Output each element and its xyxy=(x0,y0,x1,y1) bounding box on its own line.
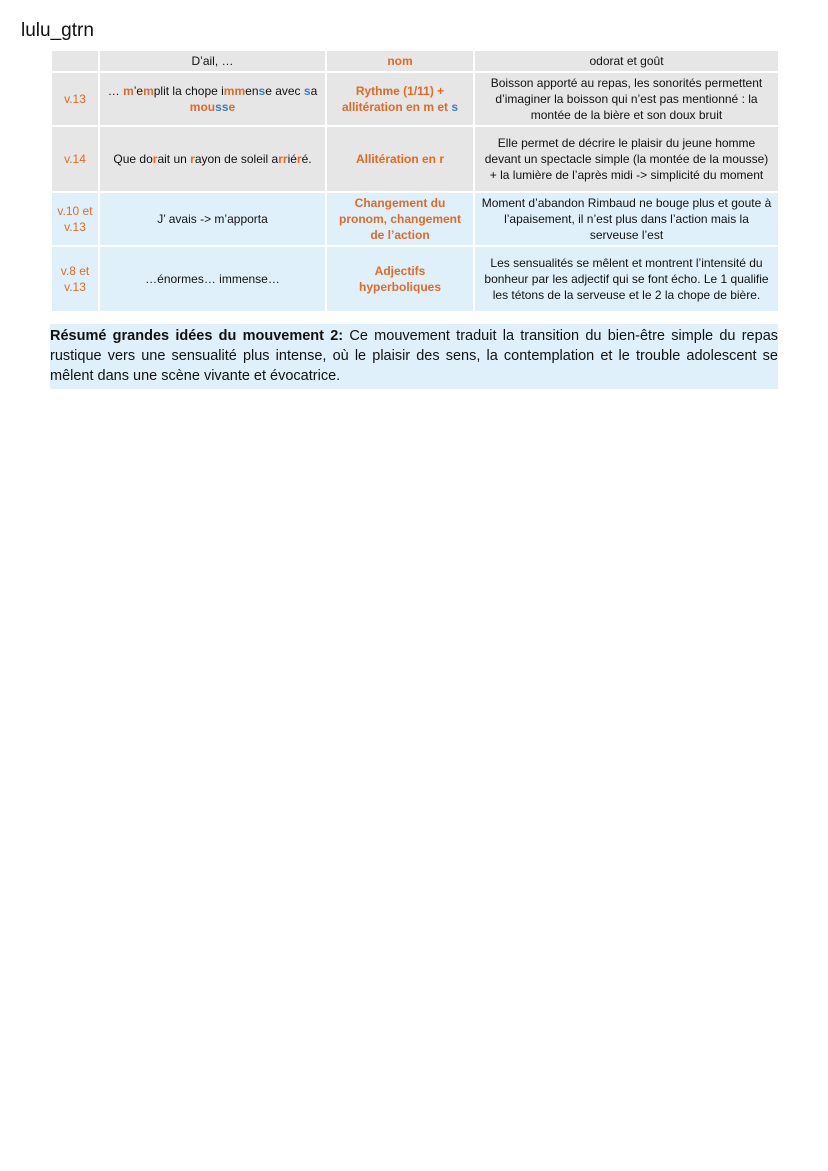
verse-ref xyxy=(51,50,99,72)
quote-fragment: é. xyxy=(301,152,312,166)
table-row xyxy=(51,192,779,246)
quote-fragment: r xyxy=(152,152,158,166)
quote-cell xyxy=(99,50,326,72)
summary-text: Ce mouvement traduit la transition du bien-être simple du repas rustique vers une sensualité plus intense, où le plaisir des sens, la contemplation et le trouble adolescent se mêlent dans une scène vivante et évocatrice. xyxy=(50,328,779,384)
quote-fragment: m xyxy=(143,84,154,98)
verse-ref: v.13 xyxy=(51,72,99,126)
quote-fragment: D’ail, … xyxy=(191,54,234,68)
quote-fragment: … xyxy=(107,84,124,98)
procede-cell: Changement du pronom, changement de l’action xyxy=(326,192,474,246)
procede-cell: Allitération en r xyxy=(326,126,474,192)
quote-fragment: e avec xyxy=(265,84,304,98)
summary-lead: Résumé grandes idées du mouvement 2: xyxy=(50,328,344,344)
table-row xyxy=(51,72,779,126)
quote-cell xyxy=(99,126,326,192)
quote-fragment: s xyxy=(258,84,266,98)
interpretation-cell: Boisson apporté au repas, les sonorités permettent d’imaginer la boisson qui n’est pas mentionné : la montée de la bière et son doux bruit xyxy=(474,72,779,126)
quote-fragment: rr xyxy=(278,152,288,166)
quote-fragment: mou xyxy=(189,100,216,114)
quote-fragment: a xyxy=(310,84,318,98)
procede-cell xyxy=(326,72,474,126)
quote-cell xyxy=(99,246,326,312)
quote-fragment: …énormes… immense… xyxy=(145,272,280,286)
summary-block xyxy=(50,324,778,389)
quote-fragment: ayon de soleil a xyxy=(194,152,279,166)
quote-fragment: mm xyxy=(223,84,246,98)
interpretation-cell: odorat et goût xyxy=(474,50,779,72)
quote-fragment: plit la chope i xyxy=(153,84,224,98)
quote-fragment: r xyxy=(296,152,302,166)
verse-ref: v.10 et v.13 xyxy=(51,192,99,246)
verse-ref: v.8 et v.13 xyxy=(51,246,99,312)
table-row xyxy=(51,246,779,312)
quote-fragment: J’ avais -> m’apporta xyxy=(157,212,268,226)
quote-fragment: ié xyxy=(287,152,297,166)
quote-fragment: r xyxy=(190,152,195,166)
author-name: lulu_gtrn xyxy=(21,20,94,41)
analysis-table xyxy=(50,49,780,313)
procede-cell: Adjectifs hyperboliques xyxy=(326,246,474,312)
quote-fragment: ait un xyxy=(157,152,191,166)
quote-fragment: s xyxy=(303,84,311,98)
quote-fragment: en xyxy=(245,84,259,98)
table-row xyxy=(51,50,779,72)
quote-fragment: Que do xyxy=(113,152,153,166)
quote-cell xyxy=(99,192,326,246)
interpretation-cell: Moment d’abandon Rimbaud ne bouge plus et goute à l’apaisement, il n’est plus dans l’action mais la serveuse l’est xyxy=(474,192,779,246)
verse-ref: v.14 xyxy=(51,126,99,192)
quote-fragment: ss xyxy=(215,100,229,114)
procede-cell: nom xyxy=(326,50,474,72)
table-row xyxy=(51,126,779,192)
quote-fragment: m xyxy=(123,84,134,98)
quote-cell xyxy=(99,72,326,126)
quote-fragment: ’e xyxy=(133,84,144,98)
procede-fragment: Rythme (1/11) + allitération en m et xyxy=(341,84,452,114)
quote-fragment: e xyxy=(228,100,236,114)
interpretation-cell: Les sensualités se mêlent et montrent l’intensité du bonheur par les adjectif qui se font écho. Le 1 qualifie les tétons de la serveuse et le 2 la chope de bière. xyxy=(474,246,779,312)
procede-fragment: s xyxy=(451,100,459,114)
interpretation-cell: Elle permet de décrire le plaisir du jeune homme devant un spectacle simple (la montée de la mousse) + la lumière de l’après midi -> simplicité du moment xyxy=(474,126,779,192)
